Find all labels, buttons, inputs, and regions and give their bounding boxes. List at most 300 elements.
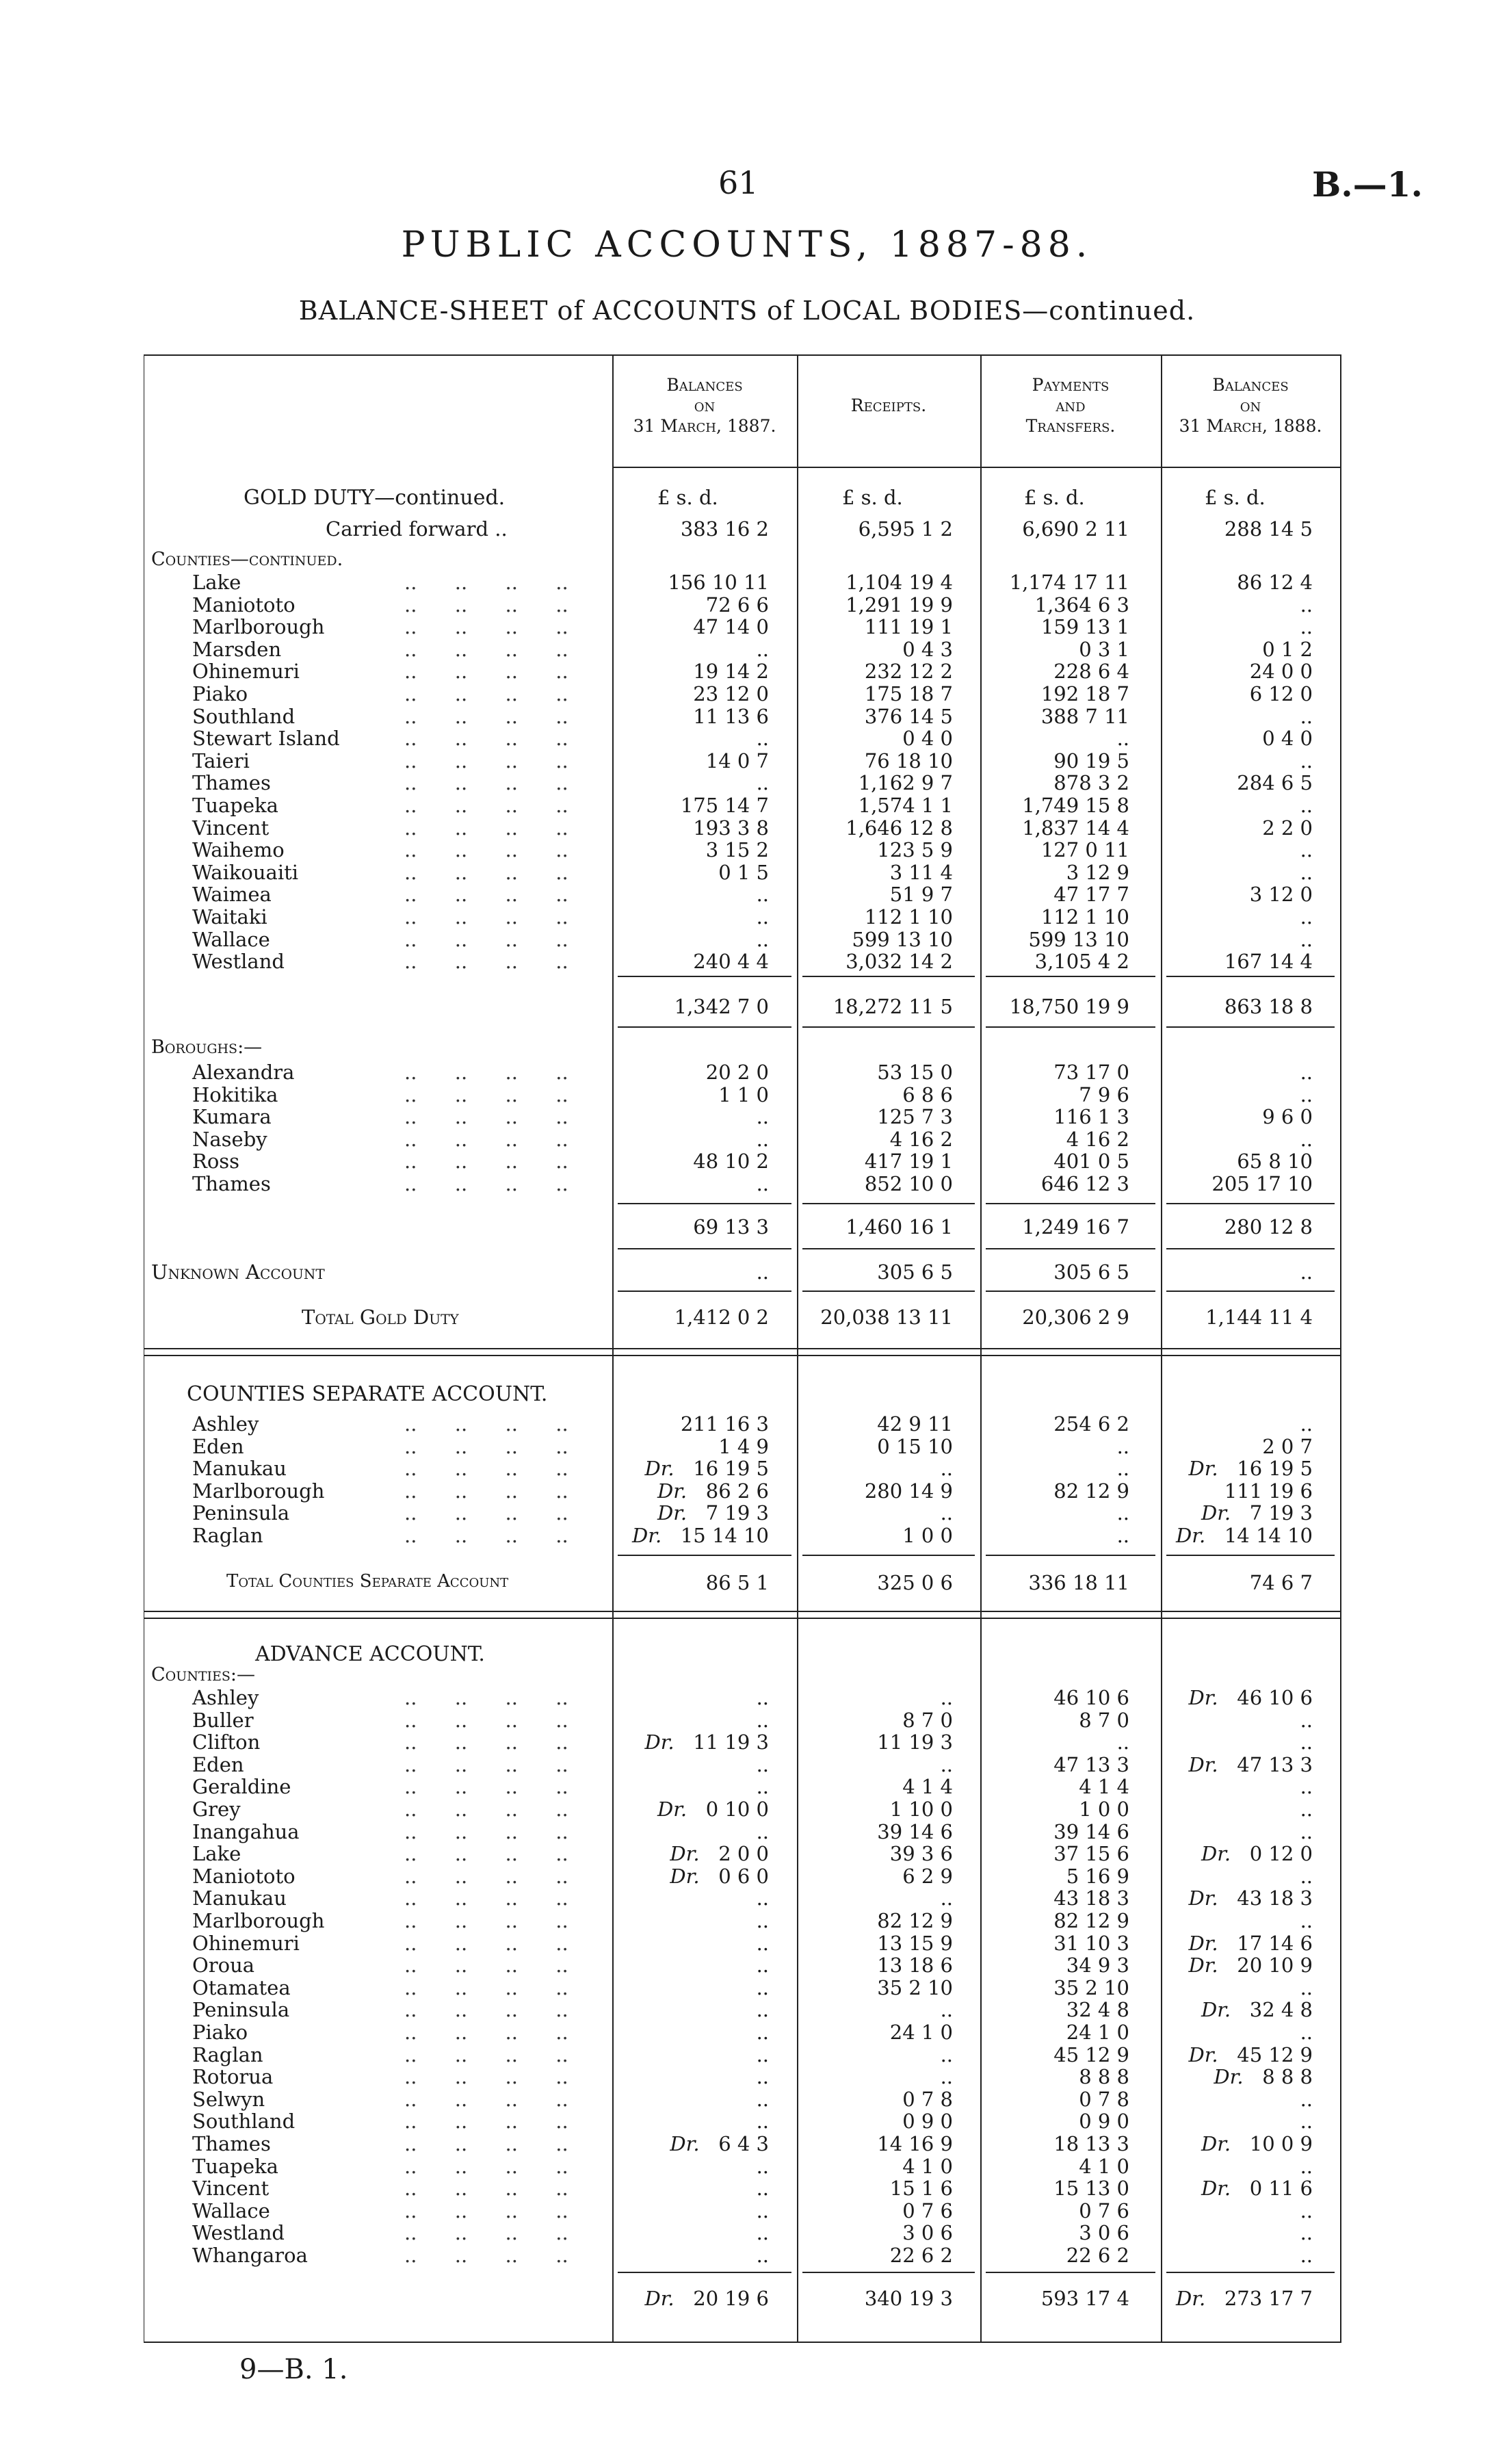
- separate-row-c2: 42 9 11: [877, 1412, 953, 1436]
- advance-row-c3: 8 8 8: [1079, 2065, 1129, 2089]
- borough-row-c3: 646 12 3: [1040, 1172, 1129, 1195]
- borough-row-c4: 205 17 10: [1211, 1172, 1313, 1195]
- advance-total-c1: Dr. 20 19 6: [644, 2287, 769, 2310]
- total-rule: [618, 2272, 791, 2273]
- advance-row-c4: ..: [1300, 1798, 1313, 1821]
- advance-row-c4: Dr. 47 13 3: [1188, 1752, 1313, 1776]
- debit-marker: Dr.: [1214, 2065, 1244, 2089]
- debit-marker: Dr.: [644, 2287, 674, 2310]
- separate-row-c3: ..: [1116, 1434, 1129, 1458]
- separate-total-c3: 336 18 11: [1028, 1571, 1129, 1594]
- advance-total-c2: 340 19 3: [864, 2287, 953, 2310]
- debit-marker: Dr.: [657, 1798, 687, 1821]
- leader-dots: .. .. .. ..: [404, 1686, 568, 1709]
- leader-dots: .. .. .. ..: [404, 1105, 568, 1129]
- county-row-c2: 111 19 1: [864, 615, 953, 639]
- county-row-c3: 228 6 4: [1053, 660, 1129, 684]
- borough-row-c4: ..: [1300, 1082, 1313, 1106]
- county-row-c1: ..: [756, 771, 769, 795]
- borough-row-c3: 401 0 5: [1053, 1150, 1129, 1173]
- borough-row-c1: 48 10 2: [693, 1150, 769, 1173]
- borough-row-c1: 20 2 0: [705, 1061, 769, 1084]
- advance-row-name: Thames: [192, 2132, 271, 2155]
- section-rule: [144, 1348, 1340, 1349]
- advance-counties-heading: Counties:—: [151, 1664, 256, 1685]
- advance-row-c2: 39 3 6: [889, 1842, 953, 1866]
- borough-row-name: Naseby: [192, 1127, 267, 1151]
- advance-row-c2: 14 16 9: [877, 2132, 953, 2155]
- separate-row-c2: ..: [940, 1457, 953, 1481]
- advance-row-name: Marlborough: [192, 1909, 325, 1932]
- borough-row-c4: ..: [1300, 1061, 1313, 1084]
- advance-row-c3: 5 16 9: [1066, 1864, 1129, 1888]
- section-rule: [144, 1618, 1340, 1619]
- advance-row-c1: ..: [756, 1998, 769, 2022]
- leader-dots: .. .. .. ..: [404, 1975, 568, 1999]
- advance-row-name: Peninsula: [192, 1998, 290, 2022]
- advance-row-c4: ..: [1300, 1775, 1313, 1799]
- leader-dots: .. .. .. ..: [404, 704, 568, 728]
- carried-forward-c2: 6,595 1 2: [858, 517, 953, 541]
- debit-marker: Dr.: [657, 1501, 687, 1525]
- leader-dots: .. .. .. ..: [404, 1954, 568, 1977]
- section-rule: [144, 1611, 1340, 1612]
- total-rule: [802, 2272, 975, 2273]
- leader-dots: .. .. .. ..: [404, 571, 568, 594]
- county-row-c2: 232 12 2: [864, 660, 953, 684]
- advance-row-c3: 4 1 0: [1079, 2154, 1129, 2178]
- debit-marker: Dr.: [670, 1864, 700, 1888]
- county-row-c1: ..: [756, 905, 769, 929]
- county-row-c1: 3 15 2: [705, 838, 769, 862]
- county-row-c3: 388 7 11: [1040, 704, 1129, 728]
- total-rule: [618, 1203, 791, 1204]
- unknown-account-c4: ..: [1300, 1260, 1313, 1284]
- county-row-name: Waikouaiti: [192, 860, 299, 884]
- total-gold-duty-c2: 20,038 13 11: [820, 1306, 953, 1329]
- leader-dots: .. .. .. ..: [404, 1434, 568, 1458]
- advance-row-c3: 35 2 10: [1053, 1975, 1129, 1999]
- leader-dots: .. .. .. ..: [404, 1819, 568, 1843]
- advance-row-c3: ..: [1116, 1730, 1129, 1754]
- county-row-c4: 284 6 5: [1237, 771, 1313, 795]
- county-row-c4: ..: [1300, 593, 1313, 617]
- county-row-c4: ..: [1300, 905, 1313, 929]
- separate-row-c4: 111 19 6: [1224, 1479, 1313, 1503]
- advance-row-c1: ..: [756, 1886, 769, 1910]
- advance-row-c4: Dr. 8 8 8: [1214, 2065, 1313, 2089]
- advance-row-c4: ..: [1300, 2021, 1313, 2044]
- advance-row-name: Vincent: [192, 2177, 270, 2201]
- debit-marker: Dr.: [1201, 2177, 1231, 2201]
- separate-row-c4: Dr. 16 19 5: [1188, 1457, 1313, 1481]
- debit-marker: Dr.: [670, 2132, 700, 2155]
- county-row-c3: 1,174 17 11: [1009, 571, 1129, 594]
- advance-row-c2: 35 2 10: [877, 1975, 953, 1999]
- advance-row-name: Rotorua: [192, 2065, 274, 2089]
- page-subtitle: BALANCE-SHEET of ACCOUNTS of LOCAL BODIES—continued.: [298, 296, 1196, 326]
- total-rule: [802, 976, 975, 977]
- advance-row-c2: ..: [940, 1752, 953, 1776]
- counties-total-c4: 863 18 8: [1224, 995, 1313, 1018]
- total-rule: [986, 2272, 1155, 2273]
- column-header-receipts: Receipts.: [850, 395, 927, 415]
- debit-marker: Dr.: [1176, 1524, 1206, 1547]
- unknown-account-label: Unknown Account: [151, 1260, 325, 1284]
- county-row-name: Southland: [192, 704, 296, 728]
- total-rule: [802, 1026, 975, 1028]
- total-rule: [618, 976, 791, 977]
- advance-row-c4: Dr. 17 14 6: [1188, 1931, 1313, 1955]
- advance-row-c2: 39 14 6: [877, 1819, 953, 1843]
- debit-marker: Dr.: [1188, 1931, 1218, 1955]
- units-label: £ s. d.: [657, 486, 718, 509]
- county-row-c2: 123 5 9: [877, 838, 953, 862]
- advance-row-c3: 47 13 3: [1053, 1752, 1129, 1776]
- balance-sheet-table: [144, 354, 1341, 2343]
- separate-row-c2: 0 15 10: [877, 1434, 953, 1458]
- advance-row-c2: ..: [940, 1686, 953, 1709]
- leader-dots: .. .. .. ..: [404, 2244, 568, 2267]
- advance-row-c2: 11 19 3: [877, 1730, 953, 1754]
- advance-row-name: Whangaroa: [192, 2244, 308, 2267]
- separate-total-c1: 86 5 1: [705, 1571, 769, 1594]
- county-row-c4: 3 12 0: [1249, 883, 1313, 907]
- debit-marker: Dr.: [632, 1524, 662, 1547]
- advance-row-c3: 8 7 0: [1079, 1708, 1129, 1732]
- county-row-c4: ..: [1300, 838, 1313, 862]
- advance-row-c2: 1 10 0: [889, 1798, 953, 1821]
- units-label: £ s. d.: [842, 486, 903, 509]
- carried-forward-c1: 383 16 2: [680, 517, 769, 541]
- county-row-c4: 86 12 4: [1237, 571, 1313, 594]
- county-row-c3: 112 1 10: [1040, 905, 1129, 929]
- county-row-c2: 175 18 7: [864, 682, 953, 705]
- debit-marker: Dr.: [644, 1730, 674, 1754]
- leader-dots: .. .. .. ..: [404, 1730, 568, 1754]
- debit-marker: Dr.: [1188, 2042, 1218, 2066]
- advance-row-c4: Dr. 43 18 3: [1188, 1886, 1313, 1910]
- borough-row-c1: ..: [756, 1105, 769, 1129]
- county-row-c2: 3,032 14 2: [846, 950, 953, 974]
- advance-row-c1: ..: [756, 2042, 769, 2066]
- advance-row-c4: ..: [1300, 2087, 1313, 2111]
- leader-dots: .. .. .. ..: [404, 1886, 568, 1910]
- county-row-c4: ..: [1300, 927, 1313, 951]
- leader-dots: .. .. .. ..: [404, 771, 568, 795]
- leader-dots: .. .. .. ..: [404, 1412, 568, 1436]
- advance-row-name: Inangahua: [192, 1819, 300, 1843]
- advance-row-c2: 0 7 8: [902, 2087, 953, 2111]
- advance-row-name: Tuapeka: [192, 2154, 278, 2178]
- borough-row-c3: 116 1 3: [1053, 1105, 1129, 1129]
- advance-row-name: Clifton: [192, 1730, 261, 1754]
- county-row-name: Vincent: [192, 816, 270, 840]
- county-row-c1: 11 13 6: [693, 704, 769, 728]
- leader-dots: .. .. .. ..: [404, 1842, 568, 1866]
- county-row-c3: 0 3 1: [1079, 637, 1129, 661]
- section-rule: [144, 1355, 1340, 1356]
- county-row-name: Waitaki: [192, 905, 267, 929]
- advance-row-c3: 24 1 0: [1066, 2021, 1129, 2044]
- advance-row-name: Otamatea: [192, 1975, 291, 1999]
- county-row-c2: 112 1 10: [864, 905, 953, 929]
- county-row-name: Wallace: [192, 927, 270, 951]
- leader-dots: .. .. .. ..: [404, 2087, 568, 2111]
- leader-dots: .. .. .. ..: [404, 1524, 568, 1547]
- borough-row-c4: 65 8 10: [1237, 1150, 1313, 1173]
- borough-row-name: Alexandra: [192, 1061, 295, 1084]
- leader-dots: .. .. .. ..: [404, 2221, 568, 2245]
- unknown-account-c1: ..: [756, 1260, 769, 1284]
- total-gold-duty-c3: 20,306 2 9: [1022, 1306, 1129, 1329]
- carried-forward-label: Carried forward ..: [326, 517, 508, 541]
- county-row-name: Waihemo: [192, 838, 285, 862]
- carried-forward-c3: 6,690 2 11: [1022, 517, 1129, 541]
- total-gold-duty-c1: 1,412 0 2: [674, 1306, 769, 1329]
- leader-dots: .. .. .. ..: [404, 2110, 568, 2134]
- advance-row-c2: 13 15 9: [877, 1931, 953, 1955]
- advance-row-c1: ..: [756, 1686, 769, 1709]
- advance-row-c3: 46 10 6: [1053, 1686, 1129, 1709]
- boroughs-heading: Boroughs:—: [151, 1037, 263, 1058]
- counties-total-c1: 1,342 7 0: [674, 995, 769, 1018]
- total-rule: [802, 1291, 975, 1292]
- advance-row-c3: 32 4 8: [1066, 1998, 1129, 2022]
- county-row-c4: ..: [1300, 794, 1313, 817]
- total-rule: [802, 1248, 975, 1249]
- county-row-c2: 1,291 19 9: [846, 593, 953, 617]
- county-row-c3: 3,105 4 2: [1034, 950, 1129, 974]
- advance-row-name: Manukau: [192, 1886, 287, 1910]
- county-row-c1: ..: [756, 727, 769, 751]
- total-rule: [1166, 1291, 1335, 1292]
- advance-row-c2: ..: [940, 1998, 953, 2022]
- advance-row-c2: ..: [940, 2042, 953, 2066]
- advance-row-c3: 3 0 6: [1079, 2221, 1129, 2245]
- separate-row-c1: Dr. 7 19 3: [657, 1501, 769, 1525]
- total-rule: [1166, 2272, 1335, 2273]
- debit-marker: Dr.: [1201, 1842, 1231, 1866]
- total-rule: [986, 1555, 1155, 1556]
- separate-total-c2: 325 0 6: [877, 1571, 953, 1594]
- leader-dots: .. .. .. ..: [404, 1172, 568, 1195]
- leader-dots: .. .. .. ..: [404, 816, 568, 840]
- borough-row-name: Ross: [192, 1150, 240, 1173]
- advance-row-name: Grey: [192, 1798, 241, 1821]
- advance-row-c3: 18 13 3: [1053, 2132, 1129, 2155]
- separate-row-c1: Dr. 16 19 5: [644, 1457, 769, 1481]
- advance-row-name: Wallace: [192, 2199, 270, 2222]
- advance-row-name: Piako: [192, 2021, 248, 2044]
- counties-total-c3: 18,750 19 9: [1009, 995, 1129, 1018]
- leader-dots: .. .. .. ..: [404, 1501, 568, 1525]
- advance-row-c3: 39 14 6: [1053, 1819, 1129, 1843]
- borough-row-c2: 125 7 3: [877, 1105, 953, 1129]
- advance-row-name: Eden: [192, 1752, 244, 1776]
- total-rule: [802, 1203, 975, 1204]
- advance-row-c1: ..: [756, 2244, 769, 2267]
- borough-row-c1: 1 1 0: [718, 1082, 769, 1106]
- leader-dots: .. .. .. ..: [404, 1708, 568, 1732]
- total-rule: [802, 1555, 975, 1556]
- county-row-c2: 1,574 1 1: [858, 794, 953, 817]
- advance-row-c2: ..: [940, 1886, 953, 1910]
- leader-dots: .. .. .. ..: [404, 749, 568, 773]
- advance-row-c2: ..: [940, 2065, 953, 2089]
- advance-row-c1: ..: [756, 1931, 769, 1955]
- county-row-c3: 159 13 1: [1040, 615, 1129, 639]
- advance-row-c1: ..: [756, 2087, 769, 2111]
- advance-row-c1: Dr. 11 19 3: [644, 1730, 769, 1754]
- advance-row-name: Lake: [192, 1842, 241, 1866]
- county-row-c4: 167 14 4: [1224, 950, 1313, 974]
- leader-dots: .. .. .. ..: [404, 1998, 568, 2022]
- page-number: 61: [718, 164, 759, 201]
- leader-dots: .. .. .. ..: [404, 593, 568, 617]
- leader-dots: .. .. .. ..: [404, 615, 568, 639]
- leader-dots: .. .. .. ..: [404, 1775, 568, 1799]
- county-row-name: Thames: [192, 771, 271, 795]
- leader-dots: .. .. .. ..: [404, 838, 568, 862]
- separate-row-name: Raglan: [192, 1524, 263, 1547]
- advance-row-c3: 22 6 2: [1066, 2244, 1129, 2267]
- leader-dots: .. .. .. ..: [404, 2132, 568, 2155]
- county-row-c1: ..: [756, 637, 769, 661]
- separate-row-c4: ..: [1300, 1412, 1313, 1436]
- separate-row-name: Marlborough: [192, 1479, 325, 1503]
- column-header-payments: Payments and Transfers.: [1025, 375, 1116, 436]
- county-row-c4: ..: [1300, 704, 1313, 728]
- column-rule: [1340, 356, 1341, 2342]
- advance-row-c2: 8 7 0: [902, 1708, 953, 1732]
- boroughs-total-c4: 280 12 8: [1224, 1215, 1313, 1239]
- separate-row-c3: ..: [1116, 1524, 1129, 1547]
- advance-row-c1: ..: [756, 2221, 769, 2245]
- advance-row-c2: 13 18 6: [877, 1954, 953, 1977]
- debit-marker: Dr.: [1188, 1886, 1218, 1910]
- advance-row-name: Geraldine: [192, 1775, 291, 1799]
- county-row-name: Waimea: [192, 883, 272, 907]
- borough-row-c1: ..: [756, 1127, 769, 1151]
- total-rule: [618, 1026, 791, 1028]
- borough-row-c1: ..: [756, 1172, 769, 1195]
- county-row-name: Stewart Island: [192, 727, 340, 751]
- header-rule: [612, 467, 1340, 468]
- county-row-c1: 175 14 7: [680, 794, 769, 817]
- county-row-c3: 90 19 5: [1053, 749, 1129, 773]
- separate-row-name: Ashley: [192, 1412, 259, 1436]
- advance-row-c2: 0 7 6: [902, 2199, 953, 2222]
- separate-row-name: Manukau: [192, 1457, 287, 1481]
- advance-row-c4: Dr. 0 11 6: [1201, 2177, 1313, 2201]
- county-row-c1: 240 4 4: [693, 950, 769, 974]
- leader-dots: .. .. .. ..: [404, 1457, 568, 1481]
- report-code: B.—1.: [1312, 164, 1423, 205]
- county-row-c1: ..: [756, 883, 769, 907]
- separate-row-c3: 82 12 9: [1053, 1479, 1129, 1503]
- total-rule: [986, 1291, 1155, 1292]
- separate-row-c1: 211 16 3: [680, 1412, 769, 1436]
- advance-row-c2: 6 2 9: [902, 1864, 953, 1888]
- county-row-c3: 599 13 10: [1028, 927, 1129, 951]
- footer-signature: 9—B. 1.: [239, 2354, 348, 2385]
- separate-row-name: Peninsula: [192, 1501, 290, 1525]
- leader-dots: .. .. .. ..: [404, 1909, 568, 1932]
- advance-row-c1: ..: [756, 1909, 769, 1932]
- total-rule: [1166, 976, 1335, 977]
- advance-row-c1: ..: [756, 1775, 769, 1799]
- county-row-c3: 47 17 7: [1053, 883, 1129, 907]
- county-row-c1: 156 10 11: [668, 571, 769, 594]
- leader-dots: .. .. .. ..: [404, 1798, 568, 1821]
- advance-row-c4: Dr. 20 10 9: [1188, 1954, 1313, 1977]
- separate-row-c3: ..: [1116, 1457, 1129, 1481]
- advance-row-c3: 31 10 3: [1053, 1931, 1129, 1955]
- advance-row-c4: ..: [1300, 1975, 1313, 1999]
- leader-dots: .. .. .. ..: [404, 1479, 568, 1503]
- debit-marker: Dr.: [644, 1457, 674, 1481]
- county-row-name: Lake: [192, 571, 241, 594]
- advance-row-c1: ..: [756, 1819, 769, 1843]
- debit-marker: Dr.: [670, 1842, 700, 1866]
- county-row-c4: 0 4 0: [1262, 727, 1313, 751]
- borough-row-name: Kumara: [192, 1105, 272, 1129]
- county-row-c3: 192 18 7: [1040, 682, 1129, 705]
- leader-dots: .. .. .. ..: [404, 2021, 568, 2044]
- county-row-c2: 0 4 0: [902, 727, 953, 751]
- section-heading-gold-duty: GOLD DUTY—continued.: [244, 486, 506, 510]
- counties-heading: Counties—continued.: [151, 549, 343, 570]
- separate-row-c4: 2 0 7: [1262, 1434, 1313, 1458]
- county-row-c4: 0 1 2: [1262, 637, 1313, 661]
- county-row-c1: 47 14 0: [693, 615, 769, 639]
- leader-dots: .. .. .. ..: [404, 883, 568, 907]
- debit-marker: Dr.: [657, 1479, 687, 1503]
- leader-dots: .. .. .. ..: [404, 637, 568, 661]
- advance-row-name: Maniototo: [192, 1864, 296, 1888]
- county-row-c1: 193 3 8: [693, 816, 769, 840]
- county-row-c2: 376 14 5: [864, 704, 953, 728]
- separate-row-name: Eden: [192, 1434, 244, 1458]
- separate-row-c3: 254 6 2: [1053, 1412, 1129, 1436]
- county-row-name: Westland: [192, 950, 285, 974]
- advance-row-c1: ..: [756, 2154, 769, 2178]
- advance-row-c2: 82 12 9: [877, 1909, 953, 1932]
- debit-marker: Dr.: [1201, 2132, 1231, 2155]
- advance-row-name: Buller: [192, 1708, 254, 1732]
- advance-row-c4: ..: [1300, 2244, 1313, 2267]
- advance-row-c1: ..: [756, 2177, 769, 2201]
- advance-row-name: Westland: [192, 2221, 285, 2245]
- total-rule: [1166, 1026, 1335, 1028]
- separate-row-c1: Dr. 15 14 10: [632, 1524, 769, 1547]
- county-row-name: Tuapeka: [192, 794, 278, 817]
- advance-row-c4: Dr. 32 4 8: [1201, 1998, 1313, 2022]
- leader-dots: .. .. .. ..: [404, 1864, 568, 1888]
- advance-row-c3: 82 12 9: [1053, 1909, 1129, 1932]
- section-heading-advance: ADVANCE ACCOUNT.: [255, 1642, 485, 1666]
- total-rule: [986, 1203, 1155, 1204]
- advance-row-c3: 0 7 6: [1079, 2199, 1129, 2222]
- advance-row-name: Ashley: [192, 1686, 259, 1709]
- total-rule: [618, 1555, 791, 1556]
- advance-row-c4: ..: [1300, 1708, 1313, 1732]
- county-row-c3: 1,837 14 4: [1022, 816, 1129, 840]
- advance-row-c1: ..: [756, 2199, 769, 2222]
- separate-row-c2: 280 14 9: [864, 1479, 953, 1503]
- debit-marker: Dr.: [1188, 1954, 1218, 1977]
